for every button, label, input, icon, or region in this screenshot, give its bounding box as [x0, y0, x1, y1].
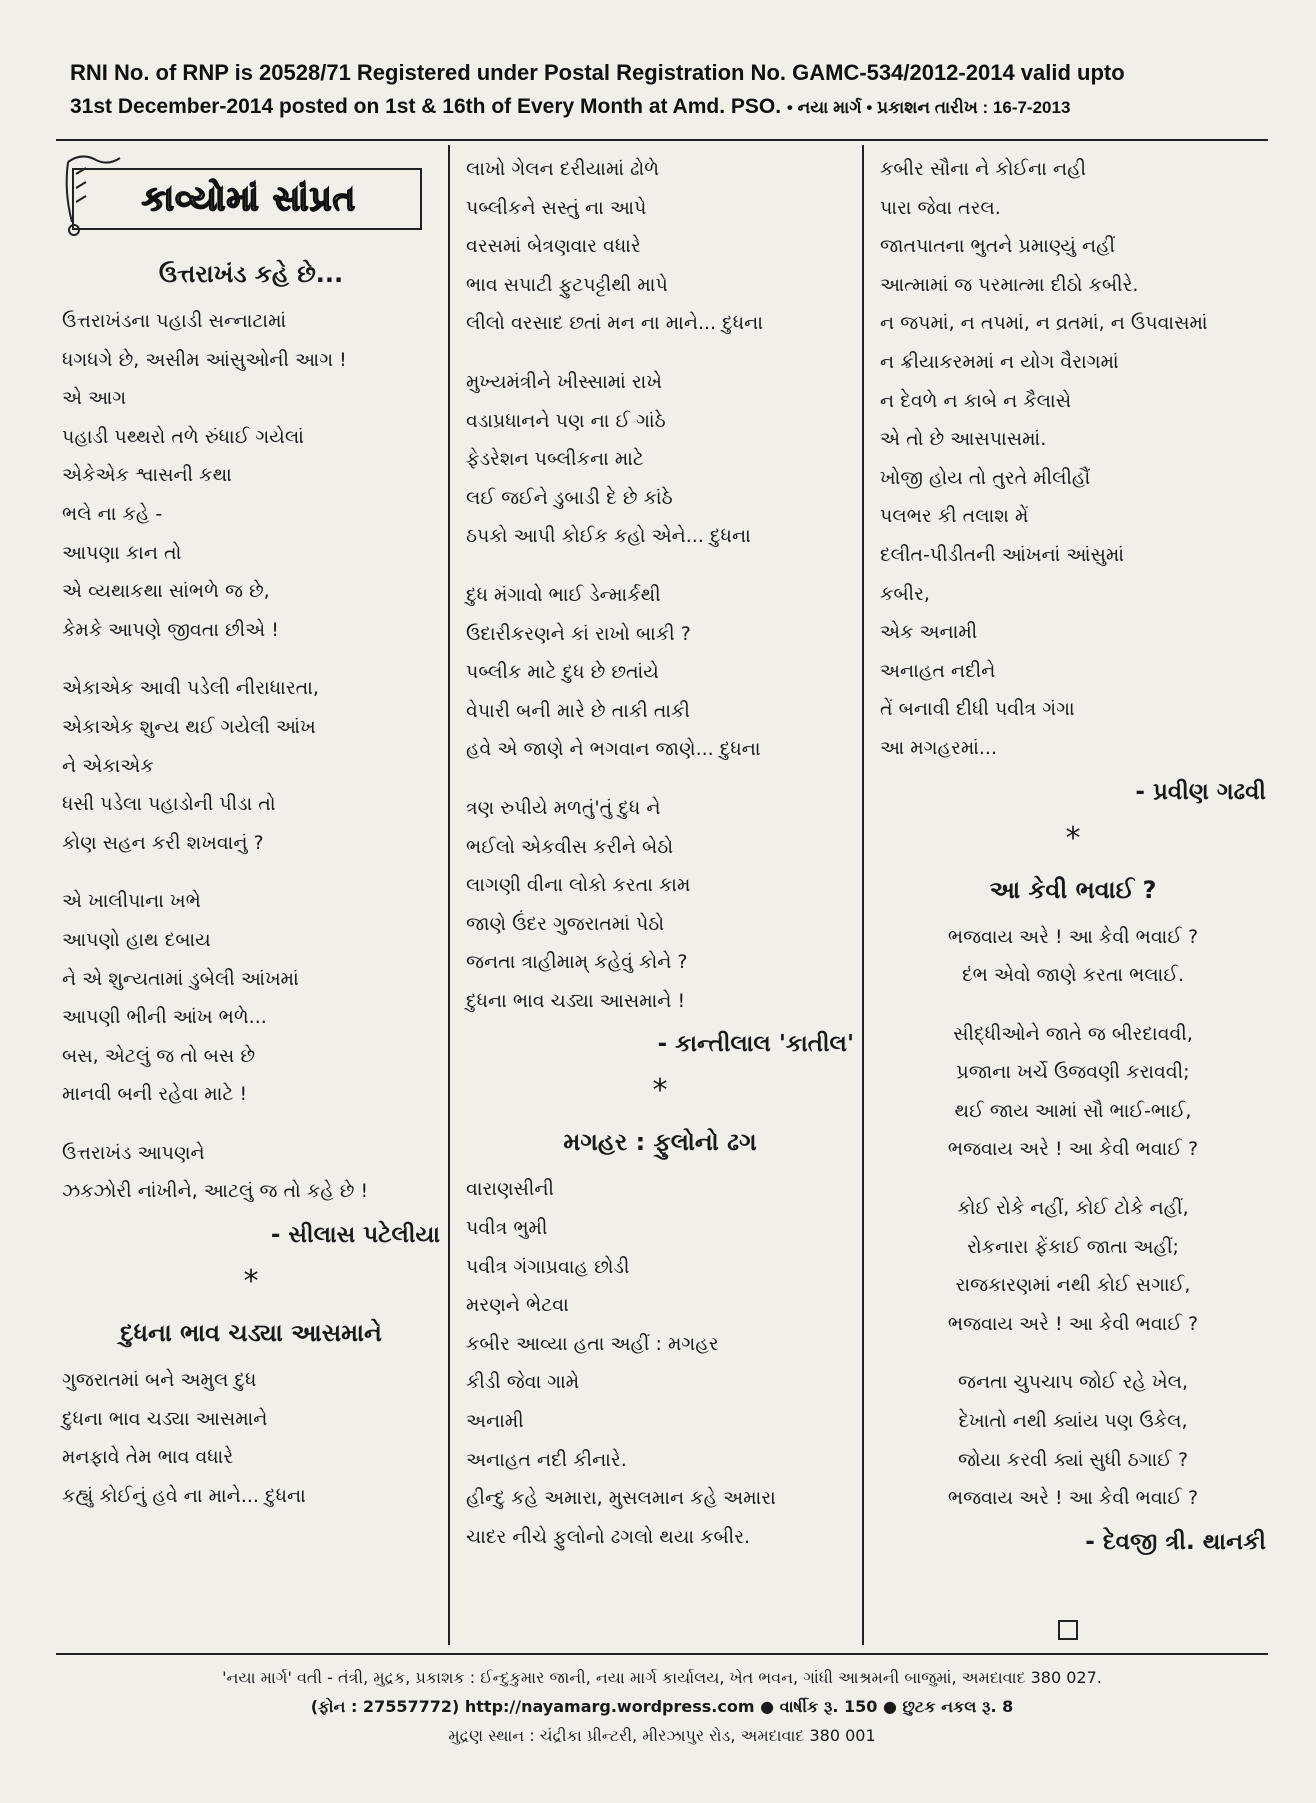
masthead-line2-english: 31st December-2014 posted on 1st & 16th of Every Month at Amd. PSO.	[70, 95, 782, 118]
poem-signature-devji: - દેવજી ત્રી. થાનકી	[1085, 1528, 1266, 1555]
poem-line: ભઈલો એકવીસ કરીને બેઠો	[466, 835, 674, 858]
poem-line: પહાડી પથ્થરો તળે રુંધાઈ ગયેલાં	[62, 425, 304, 448]
poem-line: આપણો હાથ દબાય	[62, 928, 211, 951]
poem-line: વડાપ્રધાનને પણ ના ઈ ગાંઠે	[466, 409, 666, 432]
footer-line2: (ફોન : 27557772) http://nayamarg.wordpress.com ● વાર્ષીક રૂ. 150 ● છુટક નકલ રૂ. 8	[310, 1697, 1014, 1716]
footer-line1: 'નયા માર્ગ' વતી - તંત્રી, મુદ્રક, પ્રકાશક : ઈન્દુકુમાર જાની, નયા માર્ગ કાર્યાલય, ખેત ભવન, ગાંધી આશ્રમની બાજુમાં, અમદાવાદ 380 027.	[222, 1668, 1102, 1687]
poem-signature-kantilal: - કાન્તીલાલ 'કાતીલ'	[657, 1031, 854, 1058]
stanza-gap	[880, 995, 1266, 1015]
poem-line: દુધ મંગાવો ભાઈ ડેન્માર્કથી	[466, 583, 661, 606]
poem-line: કોઈ રોકે નહીં, કોઈ ટોકે નહીં,	[957, 1197, 1189, 1220]
poem-line: ન દેવળે ન કાબે ન કૈલાસે	[880, 389, 1072, 412]
poem-line: હીન્દુ કહે અમારા, મુસલમાન કહે અમારા	[466, 1487, 776, 1510]
poem-line: પબ્લીકને સસ્તું ના આપે	[466, 196, 647, 219]
stanza-gap	[62, 1114, 440, 1134]
poem-line: વેપારી બની મારે છે તાકી તાકી	[466, 699, 690, 722]
stanza-gap	[466, 343, 854, 363]
poem-line: ચાદર નીચે ફુલોનો ઢગલો થયા કબીર.	[466, 1525, 751, 1548]
column-title: કાવ્યોમાં સાંપ્રત	[141, 179, 357, 219]
stanza	[880, 918, 1266, 995]
poem-line: ભજવાય અરે ! આ કેવી ભવાઈ ?	[947, 1312, 1199, 1335]
poem-milk-price-body	[62, 1361, 440, 1515]
poem-line: ફેડરેશન પબ્લીકના માટે	[466, 448, 644, 471]
poem-line: કહ્યું કોઈનું હવે ના માને... દુધના	[62, 1484, 306, 1507]
poem-line: પલભર કી તલાશ મેં	[880, 505, 1029, 528]
stanza-gap	[880, 1343, 1266, 1363]
poem-line: મરણને ભેટવા	[466, 1294, 569, 1317]
poem-line: આત્મામાં જ પરમાત્મા દીઠો કબીરે.	[880, 273, 1139, 296]
stanza	[62, 1134, 440, 1211]
poem-line: કેમકે આપણે જીવતા છીએ !	[62, 618, 279, 641]
poem-line: અનાહત નદીને	[880, 659, 996, 682]
poem-line: હવે એ જાણે ને ભગવાન જાણે... દુધના	[466, 738, 761, 761]
footer-line3: મુદ્રણ સ્થાન : ચંદ્રીકા પ્રીન્ટરી, મીરઝાપુર રોડ, અમદાવાદ 380 001	[448, 1726, 876, 1745]
stanza	[62, 302, 440, 649]
poem-line: કબીર સૌના ને કોઈના નહી	[880, 158, 1087, 180]
poem-line: એક અનામી	[880, 621, 978, 644]
poem-line: અનામી	[466, 1410, 524, 1433]
poem-line: જોયા કરવી ક્યાં સુધી ઠગાઈ ?	[957, 1448, 1189, 1471]
column-2	[466, 150, 854, 1556]
poem-line: કોણ સહન કરી શખવાનું ?	[62, 831, 264, 854]
poem-line: મુખ્યમંત્રીને ખીસ્સામાં રાખે	[466, 370, 662, 393]
stanza	[880, 1015, 1266, 1169]
poem-line: સીદ્ધીઓને જાતે જ બીરદાવવી,	[953, 1022, 1193, 1045]
masthead-line1: RNI No. of RNP is 20528/71 Registered under Postal Registration No. GAMC-534/2012-2014 valid upto	[70, 60, 1125, 85]
poem-line: રોકનારા ફેંકાઈ જાતા અહીં;	[967, 1235, 1179, 1258]
poem-signature-pravin: - પ્રવીણ ગઢવી	[1135, 778, 1266, 805]
poem-line: કબીર,	[880, 582, 930, 605]
poem-line: પવીત્ર ગંગાપ્રવાહ છોડી	[466, 1255, 630, 1278]
poem-line: તેં બનાવી દીધી પવીત્ર ગંગા	[880, 698, 1075, 721]
poem-line: પવીત્ર ભુમી	[466, 1217, 548, 1240]
poem-line: થઈ જાય આમાં સૌ ભાઈ-ભાઈ,	[954, 1099, 1192, 1122]
poem-line: ઉત્તરાખંડના પહાડી સન્નાટામાં	[62, 310, 287, 332]
poem-line: એ આગ	[62, 387, 127, 410]
poem-line: ભજવાય અરે ! આ કેવી ભવાઈ ?	[947, 1138, 1199, 1161]
poem-line: આ મગહરમાં...	[880, 736, 998, 759]
poem-line: કબીર આવ્યા હતા અહીં : મગહર	[466, 1332, 719, 1355]
stanza-gap	[466, 769, 854, 789]
stanza-gap	[880, 1169, 1266, 1189]
poem-line: ઝકઝોરી નાંખીને, આટલું જ તો કહે છે !	[62, 1180, 369, 1203]
stanza	[62, 882, 440, 1114]
poem-line: એ ખાલીપાના ખભે	[62, 890, 201, 913]
end-mark-icon	[1058, 1620, 1078, 1640]
poem-line: એ વ્યથાકથા સાંભળે જ છે,	[62, 580, 270, 603]
poem-heading-bhavai: આ કેવી ભવાઈ ?	[989, 875, 1157, 904]
masthead-line2	[70, 90, 1270, 125]
stanza	[880, 1363, 1266, 1517]
poem-line: વારાણસીની	[466, 1178, 554, 1201]
poem-line: લાગણી વીના લોકો કરતા કામ	[466, 874, 691, 897]
poem-line: રાજકારણમાં નથી કોઈ સગાઈ,	[955, 1274, 1191, 1297]
poem-heading-uttarakhand: ઉત્તરાખંડ કહે છે...	[158, 260, 344, 288]
column-3	[880, 150, 1266, 1566]
poem-line: પ્રજાના ખર્ચે ઉજવણી કરાવવી;	[956, 1061, 1190, 1084]
poem-line: જાતપાતના ભુતને પ્રમાણ્યું નહીં	[880, 235, 1116, 258]
poem-line: ભાવ સપાટી ફુટપટ્ટીથી માપે	[466, 273, 668, 296]
poem-line: એ તો છે આસપાસમાં.	[880, 428, 1047, 451]
masthead	[70, 56, 1270, 125]
poem-line: દલીત-પીડીતની આંખનાં આંસુમાં	[880, 543, 1124, 566]
poem-uttarakhand-body	[62, 302, 440, 1211]
column-separator-1	[448, 145, 450, 1645]
poem-line: દંભ એવો જાણે કરતા ભલાઈ.	[961, 964, 1185, 987]
poem-line: જાણે ઉંદર ગુજરાતમાં પેઠો	[466, 912, 665, 935]
poem-line: મનફાવે તેમ ભાવ વધારે	[62, 1446, 234, 1469]
poem-line: ઠપકો આપી કોઈક કહો એને... દુધના	[466, 525, 751, 548]
poem-line: ન જપમાં, ન તપમાં, ન વ્રતમાં, ન ઉપવાસમાં	[880, 312, 1208, 335]
poem-line: ઉદારીકરણને કાં રાખો બાકી ?	[466, 622, 691, 645]
poem-line: પબ્લીક માટે દુધ છે છતાંયે	[466, 661, 659, 684]
masthead-line2-gujarati: • નયા માર્ગ • પ્રકાશન તારીખ : 16-7-2013	[786, 98, 1071, 117]
star-separator: *	[652, 1073, 668, 1109]
poem-line: ન ક્રીયાકરમમાં ન યોગ વૈરાગમાં	[880, 350, 1119, 373]
poem-line: વરસમાં બેત્રણવાર વધારે	[466, 235, 641, 258]
poem-line: એકાએક આવી પડેલી નીરાધારતા,	[62, 677, 319, 700]
poem-line: ગુજરાતમાં બને અમુલ દુધ	[62, 1369, 257, 1392]
poem-line: દુધના ભાવ ચડ્યા આસમાને !	[466, 989, 686, 1012]
poem-line: આપણા કાન તો	[62, 541, 182, 564]
stanza	[466, 363, 854, 556]
poem-line: કીડી જેવા ગામે	[466, 1371, 580, 1394]
top-rule	[56, 139, 1268, 141]
poem-line: લઈ જઈને ડુબાડી દે છે કાંઠે	[466, 486, 673, 509]
poem-milk-price-continued	[466, 150, 854, 1020]
poem-line: જનતા ચુપચાપ જોઈ રહે ખેલ,	[957, 1371, 1188, 1394]
poem-maghar-continued	[880, 150, 1266, 768]
stanza	[466, 150, 854, 343]
poem-line: લીલો વરસાદ છતાં મન ના માને... દુધના	[466, 312, 763, 335]
poem-line: ભલે ના કહે -	[62, 502, 163, 525]
column-title-box	[62, 150, 434, 238]
footer-imprint	[56, 1663, 1268, 1750]
poem-line: દેખાતો નથી ક્યાંય પણ ઉકેલ,	[958, 1410, 1188, 1433]
poem-line: દુધના ભાવ ચડ્યા આસમાને	[62, 1407, 268, 1430]
poem-line: ઉત્તરાખંડ આપણને	[62, 1141, 205, 1164]
column-1	[62, 150, 440, 1515]
stanza-gap	[466, 556, 854, 576]
poem-line: બસ, એટલું જ તો બસ છે	[62, 1044, 256, 1067]
star-separator: *	[1065, 820, 1081, 856]
poem-maghar-body	[466, 1170, 854, 1556]
stanza	[62, 669, 440, 862]
poem-line: ત્રણ રુપીયે મળતું'તું દુધ ને	[466, 796, 661, 819]
poem-line: માનવી બની રહેવા માટે !	[62, 1083, 248, 1106]
stanza-gap	[62, 862, 440, 882]
star-separator: *	[243, 1264, 259, 1300]
poem-line: ને એ શુન્યતામાં ડુબેલી આંખમાં	[62, 967, 299, 990]
poem-line: ધગધગે છે, અસીમ આંસુઓની આગ !	[62, 348, 347, 371]
poem-line: ને એકાએક	[62, 754, 154, 777]
poem-line: જનતા ત્રાહીમામ્ કહેવું કોને ?	[466, 951, 688, 974]
poem-signature-silas: - સીલાસ પટેલીયા	[270, 1222, 440, 1249]
poem-line: ભજવાય અરે ! આ કેવી ભવાઈ ?	[947, 1487, 1199, 1510]
poem-line: ભજવાય અરે ! આ કેવી ભવાઈ ?	[947, 925, 1199, 948]
stanza-gap	[62, 649, 440, 669]
poem-heading-maghar: મગહર : ફુલોનો ઢગ	[563, 1128, 757, 1157]
stanza	[880, 1189, 1266, 1343]
poem-line: એકાએક શુન્ય થઈ ગયેલી આંખ	[62, 715, 316, 738]
stanza	[466, 576, 854, 769]
poem-heading-milk-price: દુધના ભાવ ચડ્યા આસમાને	[120, 1319, 382, 1348]
stanza	[466, 789, 854, 1021]
column-separator-2	[862, 145, 864, 1645]
poem-line: લાખો ગેલન દરીયામાં ઢોળે	[466, 158, 660, 180]
bottom-rule	[56, 1653, 1268, 1655]
poem-bhavai-body	[880, 918, 1266, 1518]
poem-line: એકેએક શ્વાસની કથા	[62, 464, 232, 487]
poem-line: અનાહત નદી કીનારે.	[466, 1448, 627, 1471]
poem-line: ધસી પડેલા પહાડોની પીડા તો	[62, 793, 276, 816]
poem-line: ખોજી હોય તો તુરતે મીલીહૌં	[880, 466, 1091, 489]
poem-line: આપણી ભીની આંખ ભળે...	[62, 1006, 267, 1029]
poem-line: પારા જેવા તરલ.	[880, 196, 1001, 219]
